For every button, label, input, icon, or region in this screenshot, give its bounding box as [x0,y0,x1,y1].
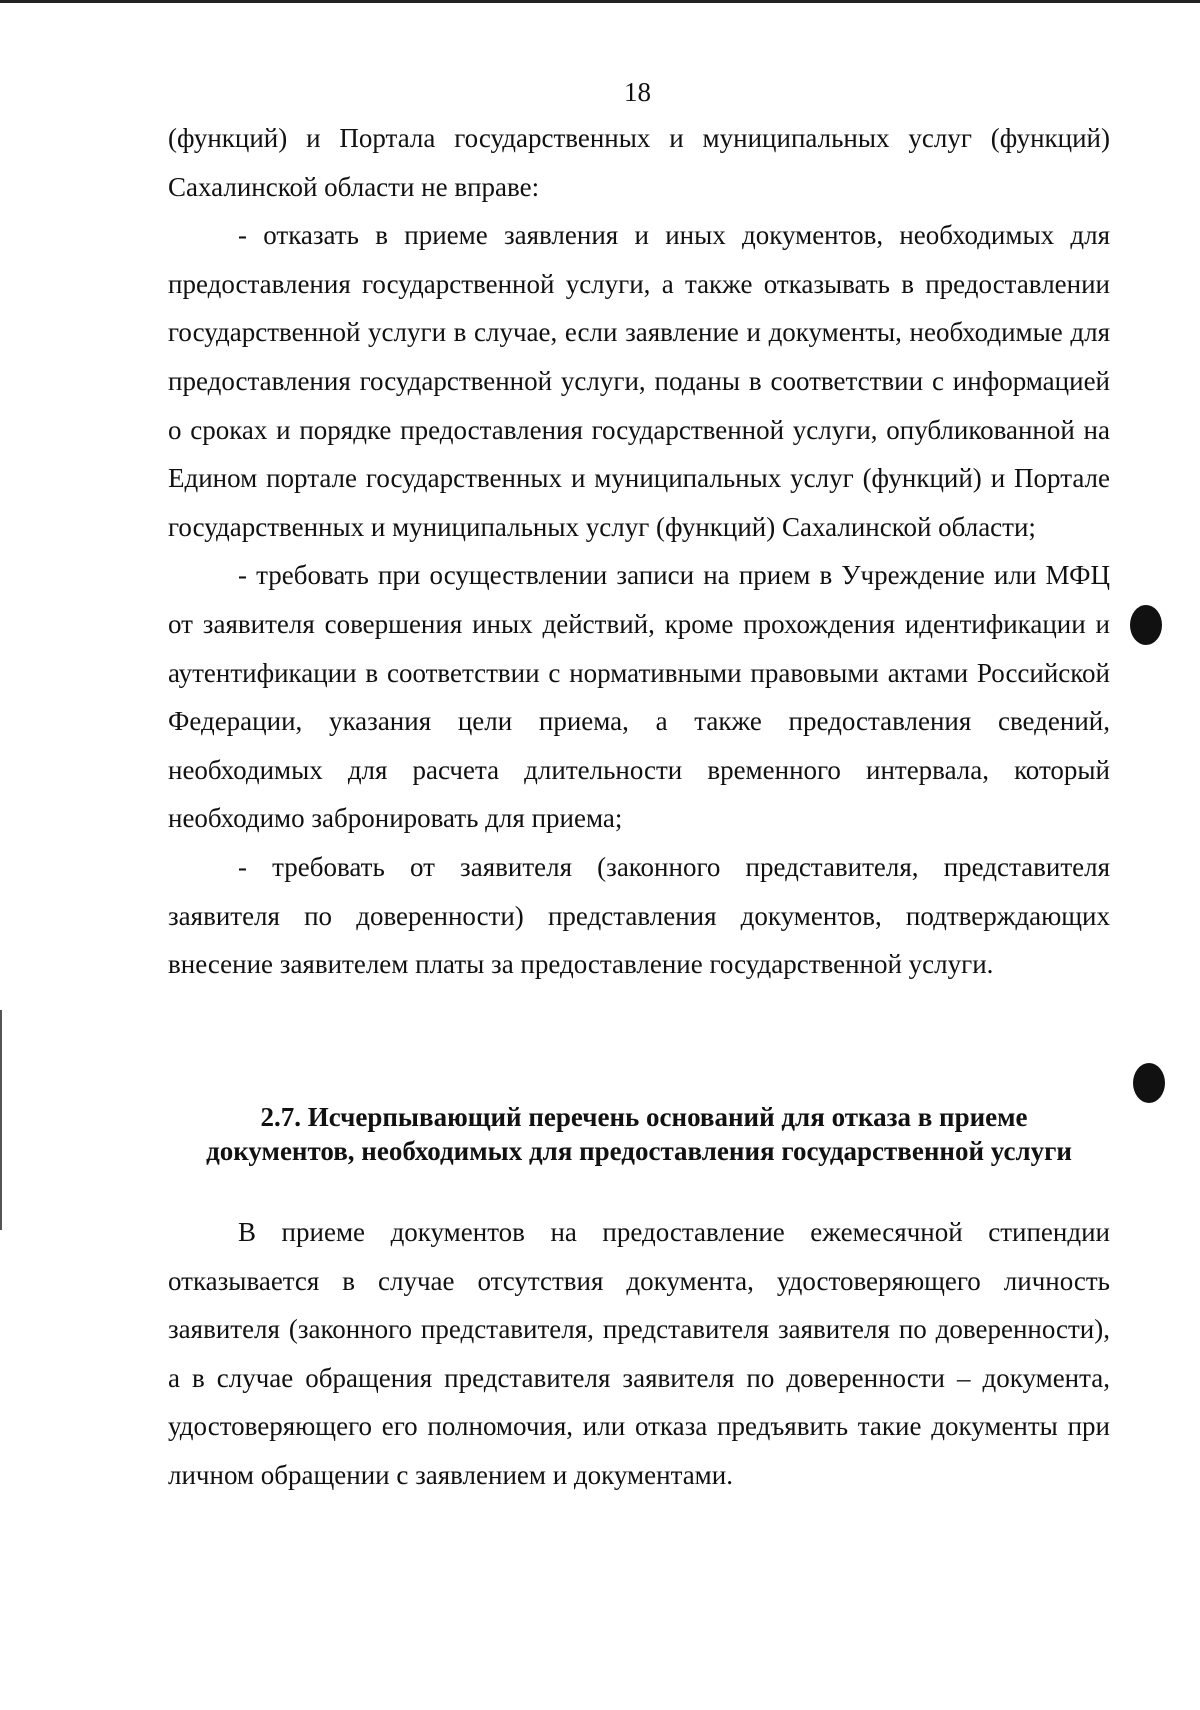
hole-punch-mark [1133,1063,1165,1103]
heading-line-2: документов, необходимых для предоставления государственной услуги [206,1136,1072,1166]
paragraph-intro: (функций) и Портала государственных и муниципальных услуг (функций) Сахалинской области не вправе: [168,123,1110,202]
body-section-2 [168,1208,1110,1500]
paragraph-refusal-grounds: В приеме документов на предоставление ежемесячной стипендии отказывается в случае отсутствия документа, удостоверяющего личность заявителя (законного представителя, представителя заявителя по доверенности), а в случае обращения представителя заявителя по доверенности – документа, удостоверяющего его полномочия, или отказа предъявить такие документы при личном обращении с заявлением и документами. [168,1217,1110,1490]
paragraph-refuse-acceptance: - отказать в приеме заявления и иных документов, необходимых для предоставления государственной услуги, а также отказывать в предоставлении государственной услуги в случае, если заявление и документы, необходимые для предоставления государственной услуги, поданы в соответствии с информацией о сроках и порядке предоставления государственной услуги, опубликованной на Едином портале государственных и муниципальных услуг (функций) и Портале государственных и муниципальных услуг (функций) Сахалинской области; [168,220,1110,542]
top-edge-rule [0,0,1200,3]
page-number: 18 [624,77,651,107]
section-heading [168,1100,1110,1168]
heading-line-1: 2.7. Исчерпывающий перечень оснований для отказа в приеме [260,1102,1028,1132]
scan-edge-mark [0,1010,2,1230]
hole-punch-mark [1130,605,1162,645]
body-section-1 [168,114,1110,989]
paragraph-appointment-requirements: - требовать при осуществлении записи на прием в Учреждение или МФЦ от заявителя совершения иных действий, кроме прохождения идентификации и аутентификации в соответствии с нормативными правовыми актами Российской Федерации, указания цели приема, а также предоставления сведений, необходимых для расчета длительности временного интервала, который необходимо забронировать для приема; [168,560,1110,834]
paragraph-payment-documents: - требовать от заявителя (законного представителя, представителя заявителя по доверенности) представления документов, подтверждающих внесение заявителем платы за предоставление государственной услуги. [168,851,1110,980]
